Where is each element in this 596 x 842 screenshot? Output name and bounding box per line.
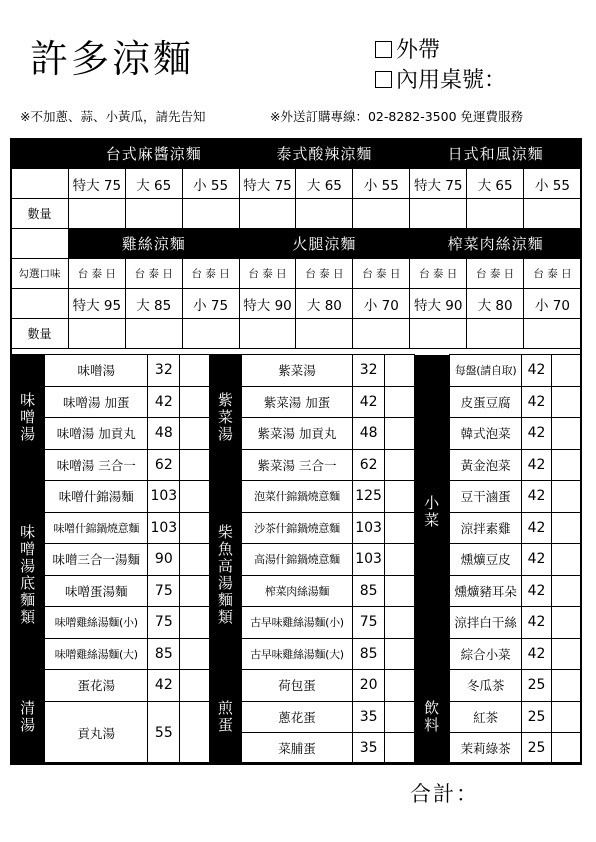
item-price: 48: [148, 418, 180, 450]
item-name: 豆干滷蛋: [449, 481, 522, 513]
item-price: 85: [148, 638, 180, 670]
quantity-cell[interactable]: [410, 319, 467, 349]
note-delivery: ※外送訂購專線：02-8282-3500 免運費服務: [270, 109, 523, 124]
quantity-cell[interactable]: [68, 319, 125, 349]
menu-row: [11, 481, 582, 513]
category-spacer: [414, 544, 449, 670]
size-price: 大 65: [125, 169, 182, 199]
item-price: 75: [148, 607, 180, 639]
item-price: 55: [148, 701, 180, 764]
item-price: 103: [148, 512, 180, 544]
menu-row: [11, 418, 582, 450]
item-price: 42: [522, 575, 551, 607]
item-name: 味噌雞絲湯麵(小): [45, 607, 148, 639]
size-price: 特大 95: [68, 289, 125, 319]
item-price: 42: [522, 544, 551, 576]
item-name: 古早味雞絲湯麵(小): [242, 607, 353, 639]
order-qty-cell[interactable]: [551, 607, 581, 639]
item-name: 味噌三合一湯麵: [45, 544, 148, 576]
order-qty-cell[interactable]: [385, 701, 414, 733]
noodle-header: 台式麻醬涼麵: [68, 139, 239, 169]
shop-name: 許多涼麵: [30, 37, 195, 81]
order-qty-cell[interactable]: [551, 481, 581, 513]
quantity-cell[interactable]: [125, 199, 182, 229]
size-price: 大 65: [296, 169, 353, 199]
order-qty-cell[interactable]: [180, 701, 209, 764]
flavor-choice[interactable]: 台 泰 日: [239, 259, 296, 289]
order-qty-cell[interactable]: [180, 575, 209, 607]
item-price: 20: [352, 670, 384, 702]
flavor-choice[interactable]: 台 泰 日: [68, 259, 125, 289]
flavor-choice[interactable]: 台 泰 日: [353, 259, 410, 289]
takeout-option[interactable]: [375, 33, 440, 64]
order-qty-cell[interactable]: [551, 544, 581, 576]
quantity-cell[interactable]: [68, 199, 125, 229]
order-qty-cell[interactable]: [180, 481, 209, 513]
item-name: 紅茶: [449, 701, 522, 733]
total-label: 合計：: [410, 782, 479, 806]
item-name: 涼拌素雞: [449, 512, 522, 544]
category-spacer: [414, 355, 449, 481]
blank-cell: [11, 289, 69, 319]
noodle-header: 泰式酸辣涼麵: [239, 139, 410, 169]
menu-row: [11, 607, 582, 639]
order-qty-cell[interactable]: [385, 733, 414, 765]
order-qty-cell[interactable]: [551, 386, 581, 418]
item-price: 42: [352, 386, 384, 418]
item-name: 韓式泡菜: [449, 418, 522, 450]
order-qty-cell[interactable]: [180, 638, 209, 670]
item-name: 味噌湯 加貢丸: [45, 418, 148, 450]
size-price: 特大 75: [410, 169, 467, 199]
item-name: 紫菜湯 加蛋: [242, 386, 353, 418]
category-clear-soup: 清 湯: [11, 670, 45, 765]
order-qty-cell[interactable]: [385, 607, 414, 639]
item-name: 貢丸湯: [45, 701, 148, 764]
order-qty-cell[interactable]: [385, 449, 414, 481]
flavor-choice[interactable]: 台 泰 日: [182, 259, 239, 289]
size-price: 小 55: [353, 169, 410, 199]
takeout-checkbox[interactable]: [375, 41, 392, 58]
order-qty-cell[interactable]: [180, 355, 209, 387]
item-price: 42: [148, 386, 180, 418]
quantity-cell[interactable]: [239, 319, 296, 349]
size-price: 特大 75: [68, 169, 125, 199]
menu-row: [11, 701, 582, 733]
item-name: 荷包蛋: [242, 670, 353, 702]
quantity-cell[interactable]: [410, 199, 467, 229]
item-price: 42: [522, 481, 551, 513]
menu-row: [11, 544, 582, 576]
order-qty-cell[interactable]: [180, 544, 209, 576]
menu-row: [11, 449, 582, 481]
order-qty-cell[interactable]: [551, 701, 581, 733]
item-name: 蔥花蛋: [242, 701, 353, 733]
noodle-header: 火腿涼麵: [239, 229, 410, 259]
blank-cell: [11, 169, 69, 199]
item-name: 涼拌白干絲: [449, 607, 522, 639]
item-price: 48: [352, 418, 384, 450]
item-name: 每盤(請自取): [449, 355, 522, 387]
item-name: 皮蛋豆腐: [449, 386, 522, 418]
note-no-garnish: ※不加蔥、蒜、小黃瓜，請先告知: [20, 109, 206, 124]
item-name: 紫菜湯: [242, 355, 353, 387]
item-name: 高湯什錦鍋燒意麵: [242, 544, 353, 576]
order-qty-cell[interactable]: [180, 386, 209, 418]
size-price: 特大 90: [239, 289, 296, 319]
item-price: 103: [352, 512, 384, 544]
flavor-choice[interactable]: 台 泰 日: [125, 259, 182, 289]
order-qty-cell[interactable]: [551, 670, 581, 702]
item-price: 62: [352, 449, 384, 481]
dine-in-option[interactable]: [375, 63, 506, 94]
item-name: 榨菜肉絲湯麵: [242, 575, 353, 607]
item-name: 菜脯蛋: [242, 733, 353, 765]
flavor-choice[interactable]: 台 泰 日: [467, 259, 524, 289]
menu-row: [11, 638, 582, 670]
item-name: 沙茶什錦鍋燒意麵: [242, 512, 353, 544]
noodle-header: 榨菜肉絲涼麵: [410, 229, 582, 259]
item-price: 25: [522, 733, 551, 765]
order-qty-cell[interactable]: [385, 670, 414, 702]
item-price: 32: [148, 355, 180, 387]
noodle-header: 雞絲涼麵: [68, 229, 239, 259]
size-price: 特大 75: [239, 169, 296, 199]
menu-row: [11, 575, 582, 607]
order-qty-cell[interactable]: [385, 575, 414, 607]
category-seaweed-soup: 紫 菜 湯: [209, 355, 241, 481]
corner-cell: [11, 139, 69, 169]
item-name: 黃金泡菜: [449, 449, 522, 481]
category-bonito-noodle: 柴 魚 高 湯 麵 類: [209, 481, 241, 670]
flavor-choice[interactable]: 台 泰 日: [524, 259, 582, 289]
quantity-cell[interactable]: [524, 199, 582, 229]
category-drinks: 飲 料: [414, 670, 449, 765]
order-qty-cell[interactable]: [385, 386, 414, 418]
quantity-cell[interactable]: [296, 199, 353, 229]
order-qty-cell[interactable]: [551, 418, 581, 450]
cold-noodle-table: [10, 138, 582, 349]
item-price: 42: [522, 607, 551, 639]
category-side-dish: 小 菜: [414, 481, 449, 544]
item-price: 32: [352, 355, 384, 387]
menu-items-table: [10, 354, 582, 765]
takeout-label: 外帶: [396, 38, 441, 63]
order-qty-cell[interactable]: [180, 607, 209, 639]
item-price: 85: [352, 575, 384, 607]
item-price: 42: [522, 512, 551, 544]
noodle-header: 日式和風涼麵: [410, 139, 582, 169]
item-price: 25: [522, 701, 551, 733]
quantity-label: 數量: [11, 199, 69, 229]
order-qty-cell[interactable]: [385, 638, 414, 670]
category-miso-soup: 味 噌 湯: [11, 355, 45, 481]
order-qty-cell[interactable]: [551, 638, 581, 670]
category-fried-egg: 煎 蛋: [209, 670, 241, 765]
size-price: 大 80: [467, 289, 524, 319]
item-price: 85: [352, 638, 384, 670]
quantity-cell[interactable]: [524, 319, 582, 349]
quantity-label: 數量: [11, 319, 69, 349]
item-price: 42: [522, 638, 551, 670]
flavor-choice[interactable]: 台 泰 日: [296, 259, 353, 289]
item-price: 62: [148, 449, 180, 481]
size-price: 大 85: [125, 289, 182, 319]
flavor-choice[interactable]: 台 泰 日: [410, 259, 467, 289]
item-name: 味噌什錦湯麵: [45, 481, 148, 513]
menu-row: [11, 386, 582, 418]
order-qty-cell[interactable]: [180, 512, 209, 544]
category-miso-noodle: 味 噌 湯 底 麵 類: [11, 481, 45, 670]
order-qty-cell[interactable]: [551, 733, 581, 765]
quantity-cell[interactable]: [125, 319, 182, 349]
dine-in-label: 內用桌號：: [396, 68, 507, 93]
dine-in-checkbox[interactable]: [375, 71, 392, 88]
flavor-label: 勾選口味: [11, 259, 69, 289]
size-price: 大 65: [467, 169, 524, 199]
order-qty-cell[interactable]: [551, 512, 581, 544]
order-qty-cell[interactable]: [385, 544, 414, 576]
order-qty-cell[interactable]: [385, 481, 414, 513]
order-qty-cell[interactable]: [551, 575, 581, 607]
size-price: 特大 90: [410, 289, 467, 319]
item-price: 75: [148, 575, 180, 607]
item-name: 紫菜湯 加貢丸: [242, 418, 353, 450]
item-name: 燻爌豬耳朵: [449, 575, 522, 607]
menu-row: [11, 355, 582, 387]
item-name: 茉莉綠茶: [449, 733, 522, 765]
order-qty-cell[interactable]: [180, 449, 209, 481]
item-name: 綜合小菜: [449, 638, 522, 670]
item-name: 泡菜什錦鍋燒意麵: [242, 481, 353, 513]
quantity-cell[interactable]: [467, 199, 524, 229]
item-name: 燻爌豆皮: [449, 544, 522, 576]
item-price: 42: [522, 355, 551, 387]
item-name: 味噌什錦鍋燒意麵: [45, 512, 148, 544]
size-price: 小 55: [182, 169, 239, 199]
order-qty-cell[interactable]: [551, 449, 581, 481]
item-name: 冬瓜茶: [449, 670, 522, 702]
item-name: 古早味雞絲湯麵(大): [242, 638, 353, 670]
item-name: 味噌蛋湯麵: [45, 575, 148, 607]
blank-cell: [11, 229, 69, 259]
item-name: 蛋花湯: [45, 670, 148, 702]
size-price: 小 70: [524, 289, 582, 319]
item-name: 味噌雞絲湯麵(大): [45, 638, 148, 670]
order-qty-cell[interactable]: [385, 355, 414, 387]
size-price: 小 55: [524, 169, 582, 199]
quantity-cell[interactable]: [353, 199, 410, 229]
quantity-cell[interactable]: [239, 199, 296, 229]
item-price: 90: [148, 544, 180, 576]
quantity-cell[interactable]: [182, 319, 239, 349]
item-price: 125: [352, 481, 384, 513]
order-qty-cell[interactable]: [180, 670, 209, 702]
menu-row: [11, 512, 582, 544]
order-qty-cell[interactable]: [385, 418, 414, 450]
item-price: 35: [352, 701, 384, 733]
item-price: 103: [352, 544, 384, 576]
order-qty-cell[interactable]: [551, 355, 581, 387]
item-name: 紫菜湯 三合一: [242, 449, 353, 481]
order-qty-cell[interactable]: [385, 512, 414, 544]
quantity-cell[interactable]: [467, 319, 524, 349]
item-price: 42: [522, 386, 551, 418]
item-price: 35: [352, 733, 384, 765]
quantity-cell[interactable]: [353, 319, 410, 349]
item-price: 42: [522, 418, 551, 450]
item-price: 75: [352, 607, 384, 639]
item-price: 103: [148, 481, 180, 513]
quantity-cell[interactable]: [182, 199, 239, 229]
menu-row: [11, 670, 582, 702]
item-name: 味噌湯: [45, 355, 148, 387]
order-qty-cell[interactable]: [180, 418, 209, 450]
size-price: 大 80: [296, 289, 353, 319]
item-price: 25: [522, 670, 551, 702]
item-name: 味噌湯 三合一: [45, 449, 148, 481]
quantity-cell[interactable]: [296, 319, 353, 349]
item-name: 味噌湯 加蛋: [45, 386, 148, 418]
item-price: 42: [148, 670, 180, 702]
size-price: 小 75: [182, 289, 239, 319]
item-price: 42: [522, 449, 551, 481]
size-price: 小 70: [353, 289, 410, 319]
